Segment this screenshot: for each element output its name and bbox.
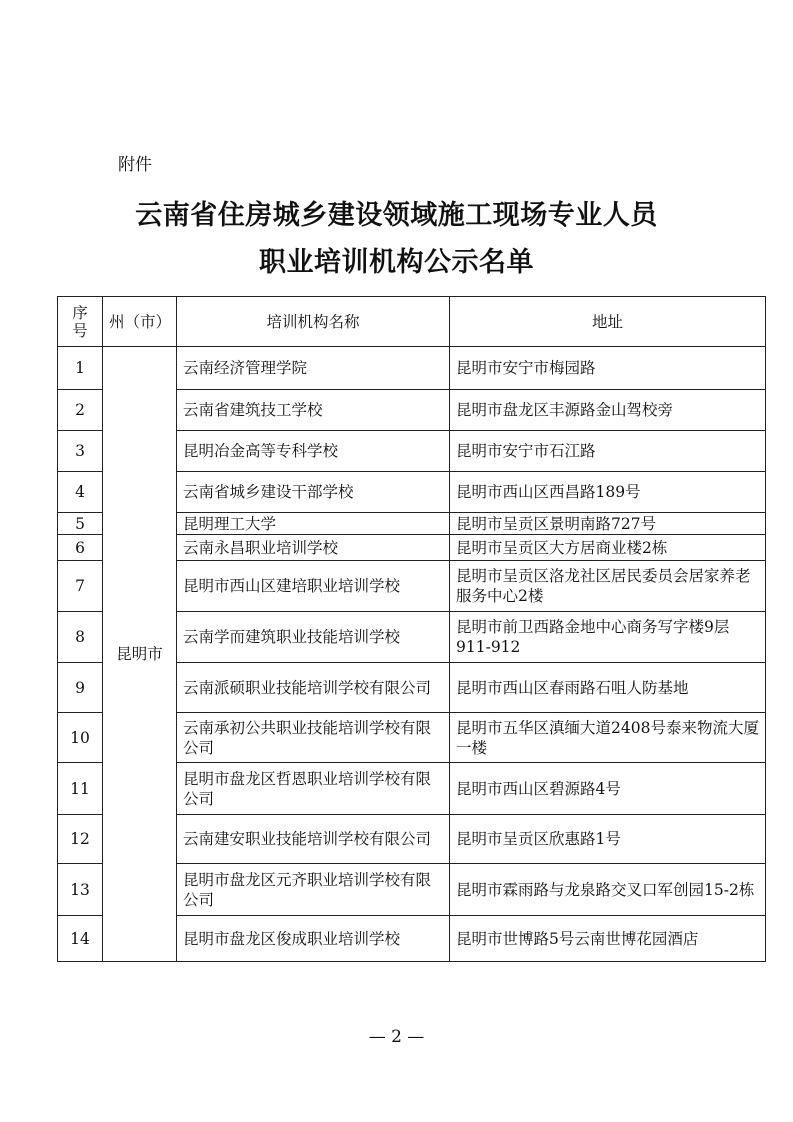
institution-address: 昆明市呈贡区大方居商业楼2栋	[450, 535, 766, 561]
institution-address: 昆明市呈贡区洛龙社区居民委员会居家养老服务中心2楼	[450, 561, 766, 612]
institution-address: 昆明市盘龙区丰源路金山驾校旁	[450, 390, 766, 431]
header-address: 地址	[450, 297, 766, 347]
table-row	[58, 347, 766, 390]
header-name: 培训机构名称	[177, 297, 450, 347]
institution-name: 云南派硕职业技能培训学校有限公司	[177, 663, 450, 713]
row-serial: 13	[58, 864, 103, 916]
institution-name: 昆明冶金高等专科学校	[177, 431, 450, 472]
institution-name: 昆明市盘龙区元齐职业培训学校有限公司	[177, 864, 450, 916]
row-serial: 2	[58, 390, 103, 431]
institution-name: 云南学而建筑职业技能培训学校	[177, 612, 450, 663]
header-serial: 序号	[58, 297, 103, 347]
institution-address: 昆明市安宁市石江路	[450, 431, 766, 472]
row-serial: 1	[58, 347, 103, 390]
institution-address: 昆明市呈贡区欣惠路1号	[450, 815, 766, 864]
row-serial: 10	[58, 713, 103, 763]
row-serial: 12	[58, 815, 103, 864]
city-cell: 昆明市	[103, 347, 177, 962]
table-header-row	[58, 297, 766, 347]
page-number: — 2 —	[368, 1027, 425, 1047]
institution-name: 云南永昌职业培训学校	[177, 535, 450, 561]
institution-name: 云南经济管理学院	[177, 347, 450, 390]
institution-address: 昆明市霖雨路与龙泉路交叉口军创园15-2栋	[450, 864, 766, 916]
institution-name: 昆明市西山区建培职业培训学校	[177, 561, 450, 612]
document-title-line1: 云南省住房城乡建设领域施工现场专业人员	[135, 200, 658, 231]
table-body	[58, 347, 766, 962]
institution-address: 昆明市世博路5号云南世博花园酒店	[450, 916, 766, 962]
row-serial: 9	[58, 663, 103, 713]
header-city: 州（市）	[103, 297, 177, 347]
row-serial: 5	[58, 513, 103, 535]
institution-name: 昆明理工大学	[177, 513, 450, 535]
row-serial: 14	[58, 916, 103, 962]
institution-name: 云南承初公共职业技能培训学校有限公司	[177, 713, 450, 763]
institution-address: 昆明市西山区西昌路189号	[450, 472, 766, 513]
institution-name: 昆明市盘龙区俊成职业培训学校	[177, 916, 450, 962]
row-serial: 3	[58, 431, 103, 472]
institution-address: 昆明市西山区碧源路4号	[450, 763, 766, 815]
institution-address: 昆明市呈贡区景明南路727号	[450, 513, 766, 535]
row-serial: 6	[58, 535, 103, 561]
row-serial: 4	[58, 472, 103, 513]
row-serial: 8	[58, 612, 103, 663]
institution-name: 云南省建筑技工学校	[177, 390, 450, 431]
institution-name: 昆明市盘龙区哲恩职业培训学校有限公司	[177, 763, 450, 815]
institution-address: 昆明市西山区春雨路石咀人防基地	[450, 663, 766, 713]
institution-name: 云南省城乡建设干部学校	[177, 472, 450, 513]
institution-table	[57, 296, 766, 962]
row-serial: 11	[58, 763, 103, 815]
institution-address: 昆明市安宁市梅园路	[450, 347, 766, 390]
attachment-label: 附件	[118, 155, 152, 175]
row-serial: 7	[58, 561, 103, 612]
institution-address: 昆明市五华区滇缅大道2408号泰来物流大厦一楼	[450, 713, 766, 763]
document-title-line2: 职业培训机构公示名单	[259, 247, 534, 278]
institution-name: 云南建安职业技能培训学校有限公司	[177, 815, 450, 864]
institution-address: 昆明市前卫西路金地中心商务写字楼9层911-912	[450, 612, 766, 663]
